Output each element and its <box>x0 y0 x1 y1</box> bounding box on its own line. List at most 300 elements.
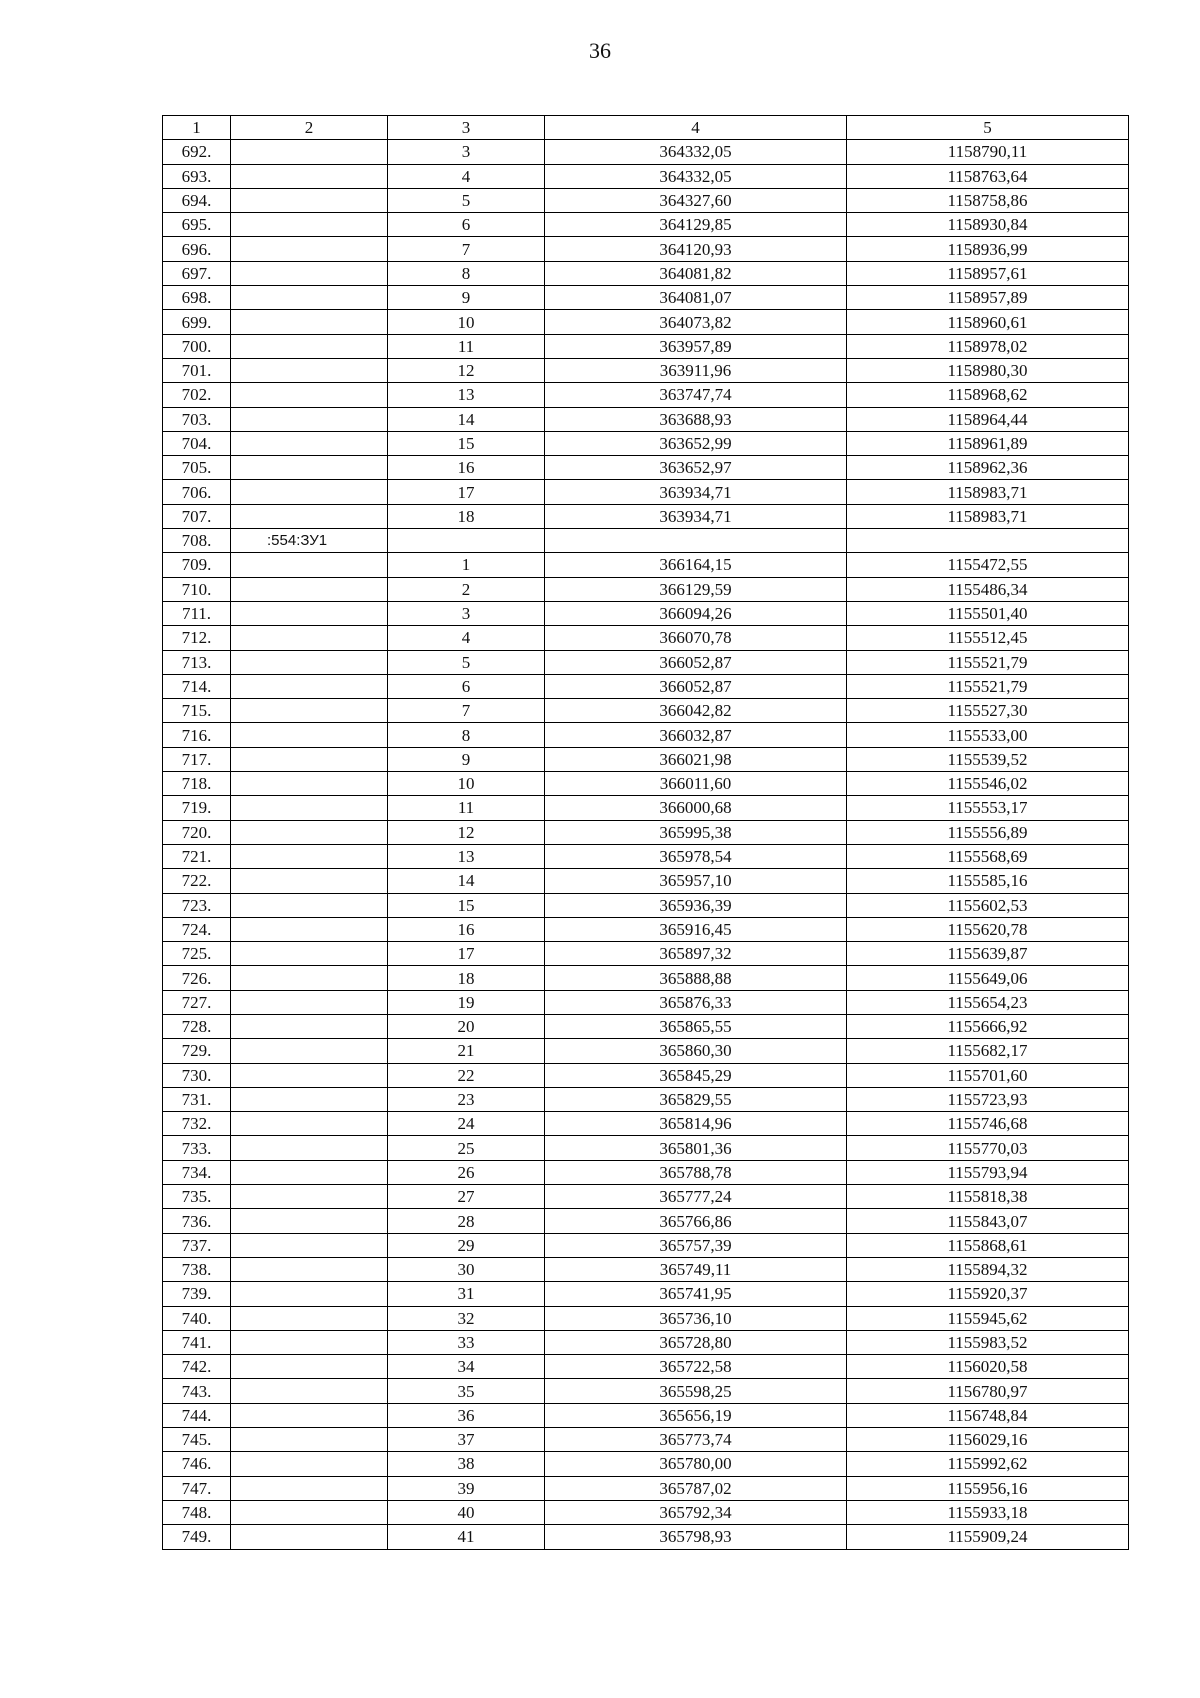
row-number-cell: 731. <box>163 1087 231 1111</box>
parcel-id-cell <box>231 1209 388 1233</box>
parcel-id-cell <box>231 334 388 358</box>
point-number-cell: 17 <box>388 480 545 504</box>
parcel-id-cell <box>231 966 388 990</box>
row-number-cell: 692. <box>163 140 231 164</box>
x-coordinate-cell: 366094,26 <box>545 601 847 625</box>
point-number-cell: 36 <box>388 1403 545 1427</box>
parcel-id-cell <box>231 772 388 796</box>
parcel-id-cell <box>231 1112 388 1136</box>
point-number-cell: 22 <box>388 1063 545 1087</box>
table-row <box>163 601 1129 625</box>
table-row <box>163 1403 1129 1427</box>
row-number-cell: 695. <box>163 213 231 237</box>
point-number-cell: 3 <box>388 601 545 625</box>
table-body <box>163 140 1129 1549</box>
y-coordinate-cell: 1155546,02 <box>847 772 1129 796</box>
point-number-cell <box>388 529 545 553</box>
parcel-id-cell <box>231 1185 388 1209</box>
x-coordinate-cell: 363934,71 <box>545 480 847 504</box>
point-number-cell: 21 <box>388 1039 545 1063</box>
parcel-id-cell <box>231 1452 388 1476</box>
row-number-cell: 706. <box>163 480 231 504</box>
row-number-cell: 702. <box>163 383 231 407</box>
y-coordinate-cell: 1155512,45 <box>847 626 1129 650</box>
parcel-id-cell <box>231 1428 388 1452</box>
x-coordinate-cell: 366052,87 <box>545 674 847 698</box>
parcel-id-cell <box>231 1500 388 1524</box>
parcel-id-cell <box>231 1063 388 1087</box>
row-number-cell: 739. <box>163 1282 231 1306</box>
table-row <box>163 1233 1129 1257</box>
row-number-cell: 718. <box>163 772 231 796</box>
row-number-cell: 742. <box>163 1355 231 1379</box>
parcel-id-cell <box>231 456 388 480</box>
x-coordinate-cell: 363652,99 <box>545 431 847 455</box>
x-coordinate-cell: 365773,74 <box>545 1428 847 1452</box>
y-coordinate-cell: 1155868,61 <box>847 1233 1129 1257</box>
x-coordinate-cell: 365936,39 <box>545 893 847 917</box>
table-row <box>163 1476 1129 1500</box>
parcel-id-cell <box>231 1039 388 1063</box>
table-row <box>163 674 1129 698</box>
parcel-id-cell <box>231 601 388 625</box>
x-coordinate-cell: 364129,85 <box>545 213 847 237</box>
row-number-cell: 724. <box>163 917 231 941</box>
row-number-cell: 738. <box>163 1257 231 1281</box>
row-number-cell: 726. <box>163 966 231 990</box>
x-coordinate-cell: 366000,68 <box>545 796 847 820</box>
y-coordinate-cell: 1155920,37 <box>847 1282 1129 1306</box>
row-number-cell: 710. <box>163 577 231 601</box>
y-coordinate-cell <box>847 529 1129 553</box>
row-number-cell: 728. <box>163 1014 231 1038</box>
y-coordinate-cell: 1155620,78 <box>847 917 1129 941</box>
row-number-cell: 698. <box>163 286 231 310</box>
table-row <box>163 1257 1129 1281</box>
y-coordinate-cell: 1155746,68 <box>847 1112 1129 1136</box>
parcel-id-cell <box>231 1087 388 1111</box>
y-coordinate-cell: 1155472,55 <box>847 553 1129 577</box>
y-coordinate-cell: 1155983,52 <box>847 1330 1129 1354</box>
column-header-2: 2 <box>231 116 388 140</box>
row-number-cell: 737. <box>163 1233 231 1257</box>
table-row <box>163 1087 1129 1111</box>
point-number-cell: 34 <box>388 1355 545 1379</box>
parcel-id-cell <box>231 383 388 407</box>
y-coordinate-cell: 1156029,16 <box>847 1428 1129 1452</box>
table-row <box>163 383 1129 407</box>
x-coordinate-cell: 365788,78 <box>545 1160 847 1184</box>
page-number: 36 <box>589 38 611 63</box>
table-row <box>163 577 1129 601</box>
point-number-cell: 9 <box>388 747 545 771</box>
point-number-cell: 13 <box>388 383 545 407</box>
table-row <box>163 553 1129 577</box>
row-number-cell: 709. <box>163 553 231 577</box>
point-number-cell: 29 <box>388 1233 545 1257</box>
parcel-id-cell <box>231 844 388 868</box>
y-coordinate-cell: 1158930,84 <box>847 213 1129 237</box>
point-number-cell: 11 <box>388 334 545 358</box>
table-row <box>163 699 1129 723</box>
y-coordinate-cell: 1155723,93 <box>847 1087 1129 1111</box>
point-number-cell: 14 <box>388 869 545 893</box>
column-header-4: 4 <box>545 116 847 140</box>
y-coordinate-cell: 1155909,24 <box>847 1525 1129 1549</box>
parcel-id-cell <box>231 1355 388 1379</box>
x-coordinate-cell: 365656,19 <box>545 1403 847 1427</box>
row-number-cell: 722. <box>163 869 231 893</box>
y-coordinate-cell: 1155533,00 <box>847 723 1129 747</box>
x-coordinate-cell: 365780,00 <box>545 1452 847 1476</box>
row-number-cell: 745. <box>163 1428 231 1452</box>
table-row <box>163 213 1129 237</box>
x-coordinate-cell: 364073,82 <box>545 310 847 334</box>
x-coordinate-cell: 366129,59 <box>545 577 847 601</box>
x-coordinate-cell: 366042,82 <box>545 699 847 723</box>
y-coordinate-cell: 1156780,97 <box>847 1379 1129 1403</box>
parcel-id-cell <box>231 723 388 747</box>
point-number-cell: 15 <box>388 431 545 455</box>
point-number-cell: 6 <box>388 674 545 698</box>
parcel-id-cell <box>231 358 388 382</box>
row-number-cell: 705. <box>163 456 231 480</box>
row-number-cell: 700. <box>163 334 231 358</box>
point-number-cell: 26 <box>388 1160 545 1184</box>
point-number-cell: 4 <box>388 626 545 650</box>
row-number-cell: 714. <box>163 674 231 698</box>
point-number-cell: 4 <box>388 164 545 188</box>
row-number-cell: 748. <box>163 1500 231 1524</box>
parcel-id-cell <box>231 577 388 601</box>
table-row <box>163 1428 1129 1452</box>
parcel-id-cell <box>231 674 388 698</box>
point-number-cell: 28 <box>388 1209 545 1233</box>
row-number-cell: 746. <box>163 1452 231 1476</box>
x-coordinate-cell: 363688,93 <box>545 407 847 431</box>
x-coordinate-cell: 364332,05 <box>545 164 847 188</box>
row-number-cell: 723. <box>163 893 231 917</box>
parcel-id-cell <box>231 480 388 504</box>
row-number-cell: 703. <box>163 407 231 431</box>
parcel-id-cell <box>231 1306 388 1330</box>
table-row <box>163 626 1129 650</box>
parcel-id-cell <box>231 213 388 237</box>
point-number-cell: 11 <box>388 796 545 820</box>
point-number-cell: 25 <box>388 1136 545 1160</box>
y-coordinate-cell: 1155539,52 <box>847 747 1129 771</box>
table-row <box>163 1500 1129 1524</box>
x-coordinate-cell: 365798,93 <box>545 1525 847 1549</box>
parcel-id-cell <box>231 1257 388 1281</box>
parcel-id-cell <box>231 553 388 577</box>
table-row <box>163 772 1129 796</box>
row-number-cell: 711. <box>163 601 231 625</box>
column-header-5: 5 <box>847 116 1129 140</box>
y-coordinate-cell: 1156020,58 <box>847 1355 1129 1379</box>
parcel-id-cell <box>231 1525 388 1549</box>
point-number-cell: 10 <box>388 772 545 796</box>
table-row <box>163 1452 1129 1476</box>
y-coordinate-cell: 1156748,84 <box>847 1403 1129 1427</box>
table-row <box>163 1355 1129 1379</box>
y-coordinate-cell: 1155521,79 <box>847 650 1129 674</box>
point-number-cell: 7 <box>388 237 545 261</box>
point-number-cell: 6 <box>388 213 545 237</box>
point-number-cell: 24 <box>388 1112 545 1136</box>
row-number-cell: 697. <box>163 261 231 285</box>
row-number-cell: 693. <box>163 164 231 188</box>
x-coordinate-cell <box>545 529 847 553</box>
y-coordinate-cell: 1158983,71 <box>847 480 1129 504</box>
x-coordinate-cell: 365897,32 <box>545 942 847 966</box>
point-number-cell: 16 <box>388 456 545 480</box>
parcel-id-cell <box>231 796 388 820</box>
row-number-cell: 733. <box>163 1136 231 1160</box>
x-coordinate-cell: 366032,87 <box>545 723 847 747</box>
point-number-cell: 37 <box>388 1428 545 1452</box>
x-coordinate-cell: 365598,25 <box>545 1379 847 1403</box>
y-coordinate-cell: 1155521,79 <box>847 674 1129 698</box>
x-coordinate-cell: 365865,55 <box>545 1014 847 1038</box>
table-row <box>163 844 1129 868</box>
parcel-id-cell <box>231 1476 388 1500</box>
point-number-cell: 8 <box>388 261 545 285</box>
parcel-id-cell <box>231 699 388 723</box>
table-row <box>163 747 1129 771</box>
row-number-cell: 729. <box>163 1039 231 1063</box>
table-row <box>163 480 1129 504</box>
parcel-id-cell <box>231 869 388 893</box>
table-row <box>163 188 1129 212</box>
point-number-cell: 3 <box>388 140 545 164</box>
point-number-cell: 18 <box>388 504 545 528</box>
x-coordinate-cell: 365792,34 <box>545 1500 847 1524</box>
table-row <box>163 1136 1129 1160</box>
y-coordinate-cell: 1155701,60 <box>847 1063 1129 1087</box>
parcel-id-cell <box>231 1379 388 1403</box>
column-header-3: 3 <box>388 116 545 140</box>
x-coordinate-cell: 366011,60 <box>545 772 847 796</box>
y-coordinate-cell: 1158968,62 <box>847 383 1129 407</box>
column-header-1: 1 <box>163 116 231 140</box>
y-coordinate-cell: 1158960,61 <box>847 310 1129 334</box>
row-number-cell: 719. <box>163 796 231 820</box>
parcel-id-cell <box>231 188 388 212</box>
table-row <box>163 164 1129 188</box>
table-row <box>163 820 1129 844</box>
x-coordinate-cell: 365814,96 <box>545 1112 847 1136</box>
y-coordinate-cell: 1155945,62 <box>847 1306 1129 1330</box>
parcel-id-cell <box>231 820 388 844</box>
parcel-id-cell <box>231 1403 388 1427</box>
parcel-id-cell <box>231 626 388 650</box>
x-coordinate-cell: 365728,80 <box>545 1330 847 1354</box>
row-number-cell: 747. <box>163 1476 231 1500</box>
x-coordinate-cell: 366052,87 <box>545 650 847 674</box>
y-coordinate-cell: 1155556,89 <box>847 820 1129 844</box>
parcel-id-cell <box>231 1160 388 1184</box>
parcel-id-cell <box>231 407 388 431</box>
point-number-cell: 14 <box>388 407 545 431</box>
y-coordinate-cell: 1158978,02 <box>847 334 1129 358</box>
point-number-cell: 27 <box>388 1185 545 1209</box>
y-coordinate-cell: 1155649,06 <box>847 966 1129 990</box>
row-number-cell: 735. <box>163 1185 231 1209</box>
point-number-cell: 15 <box>388 893 545 917</box>
y-coordinate-cell: 1155682,17 <box>847 1039 1129 1063</box>
parcel-id-cell <box>231 650 388 674</box>
row-number-cell: 740. <box>163 1306 231 1330</box>
y-coordinate-cell: 1158763,64 <box>847 164 1129 188</box>
parcel-id-cell <box>231 237 388 261</box>
y-coordinate-cell: 1155553,17 <box>847 796 1129 820</box>
x-coordinate-cell: 363957,89 <box>545 334 847 358</box>
parcel-id-cell <box>231 893 388 917</box>
x-coordinate-cell: 365888,88 <box>545 966 847 990</box>
x-coordinate-cell: 365722,58 <box>545 1355 847 1379</box>
y-coordinate-cell: 1155770,03 <box>847 1136 1129 1160</box>
point-number-cell: 19 <box>388 990 545 1014</box>
y-coordinate-cell: 1155992,62 <box>847 1452 1129 1476</box>
y-coordinate-cell: 1158758,86 <box>847 188 1129 212</box>
x-coordinate-cell: 365957,10 <box>545 869 847 893</box>
y-coordinate-cell: 1155933,18 <box>847 1500 1129 1524</box>
parcel-id-cell <box>231 917 388 941</box>
table-row <box>163 456 1129 480</box>
x-coordinate-cell: 364081,82 <box>545 261 847 285</box>
row-number-cell: 694. <box>163 188 231 212</box>
point-number-cell: 13 <box>388 844 545 868</box>
y-coordinate-cell: 1158957,89 <box>847 286 1129 310</box>
table-row <box>163 1014 1129 1038</box>
coordinates-table <box>162 115 1129 1550</box>
point-number-cell: 38 <box>388 1452 545 1476</box>
x-coordinate-cell: 363652,97 <box>545 456 847 480</box>
x-coordinate-cell: 364081,07 <box>545 286 847 310</box>
y-coordinate-cell: 1158964,44 <box>847 407 1129 431</box>
table-row <box>163 893 1129 917</box>
point-number-cell: 8 <box>388 723 545 747</box>
y-coordinate-cell: 1155654,23 <box>847 990 1129 1014</box>
table-row <box>163 723 1129 747</box>
table-header-row <box>163 116 1129 140</box>
y-coordinate-cell: 1155843,07 <box>847 1209 1129 1233</box>
y-coordinate-cell: 1158962,36 <box>847 456 1129 480</box>
x-coordinate-cell: 366164,15 <box>545 553 847 577</box>
table-row <box>163 917 1129 941</box>
parcel-id-cell <box>231 1282 388 1306</box>
y-coordinate-cell: 1158790,11 <box>847 140 1129 164</box>
table-row <box>163 261 1129 285</box>
x-coordinate-cell: 365787,02 <box>545 1476 847 1500</box>
table-row <box>163 869 1129 893</box>
row-number-cell: 704. <box>163 431 231 455</box>
x-coordinate-cell: 365749,11 <box>545 1257 847 1281</box>
parcel-id-cell <box>231 1233 388 1257</box>
parcel-id-cell <box>231 1136 388 1160</box>
table-row <box>163 1039 1129 1063</box>
x-coordinate-cell: 366021,98 <box>545 747 847 771</box>
x-coordinate-cell: 365736,10 <box>545 1306 847 1330</box>
x-coordinate-cell: 364120,93 <box>545 237 847 261</box>
table-row <box>163 1306 1129 1330</box>
x-coordinate-cell: 365801,36 <box>545 1136 847 1160</box>
x-coordinate-cell: 365916,45 <box>545 917 847 941</box>
parcel-id-cell <box>231 310 388 334</box>
table-row <box>163 1330 1129 1354</box>
row-number-cell: 741. <box>163 1330 231 1354</box>
y-coordinate-cell: 1155666,92 <box>847 1014 1129 1038</box>
point-number-cell: 32 <box>388 1306 545 1330</box>
table-row <box>163 1160 1129 1184</box>
table-row <box>163 237 1129 261</box>
x-coordinate-cell: 365829,55 <box>545 1087 847 1111</box>
row-number-cell: 734. <box>163 1160 231 1184</box>
point-number-cell: 41 <box>388 1525 545 1549</box>
x-coordinate-cell: 364327,60 <box>545 188 847 212</box>
point-number-cell: 33 <box>388 1330 545 1354</box>
x-coordinate-cell: 365766,86 <box>545 1209 847 1233</box>
table-row <box>163 1112 1129 1136</box>
table-row <box>163 529 1129 553</box>
table-row <box>163 140 1129 164</box>
point-number-cell: 5 <box>388 650 545 674</box>
parcel-id-cell <box>231 140 388 164</box>
point-number-cell: 35 <box>388 1379 545 1403</box>
y-coordinate-cell: 1155639,87 <box>847 942 1129 966</box>
parcel-id-cell <box>231 261 388 285</box>
table-row <box>163 407 1129 431</box>
x-coordinate-cell: 365845,29 <box>545 1063 847 1087</box>
x-coordinate-cell: 363911,96 <box>545 358 847 382</box>
point-number-cell: 40 <box>388 1500 545 1524</box>
table-row <box>163 966 1129 990</box>
row-number-cell: 699. <box>163 310 231 334</box>
point-number-cell: 7 <box>388 699 545 723</box>
table-row <box>163 334 1129 358</box>
x-coordinate-cell: 365995,38 <box>545 820 847 844</box>
point-number-cell: 16 <box>388 917 545 941</box>
table-row <box>163 796 1129 820</box>
row-number-cell: 707. <box>163 504 231 528</box>
row-number-cell: 732. <box>163 1112 231 1136</box>
row-number-cell: 721. <box>163 844 231 868</box>
parcel-id-cell <box>231 431 388 455</box>
row-number-cell: 716. <box>163 723 231 747</box>
table-row <box>163 1063 1129 1087</box>
row-number-cell: 749. <box>163 1525 231 1549</box>
point-number-cell: 20 <box>388 1014 545 1038</box>
row-number-cell: 744. <box>163 1403 231 1427</box>
table-row <box>163 942 1129 966</box>
y-coordinate-cell: 1158936,99 <box>847 237 1129 261</box>
y-coordinate-cell: 1155527,30 <box>847 699 1129 723</box>
y-coordinate-cell: 1155486,34 <box>847 577 1129 601</box>
row-number-cell: 712. <box>163 626 231 650</box>
y-coordinate-cell: 1155818,38 <box>847 1185 1129 1209</box>
table-row <box>163 286 1129 310</box>
point-number-cell: 10 <box>388 310 545 334</box>
row-number-cell: 725. <box>163 942 231 966</box>
table-row <box>163 1525 1129 1549</box>
point-number-cell: 31 <box>388 1282 545 1306</box>
row-number-cell: 717. <box>163 747 231 771</box>
row-number-cell: 727. <box>163 990 231 1014</box>
point-number-cell: 18 <box>388 966 545 990</box>
parcel-id-cell: :554:ЗУ1 <box>231 529 388 553</box>
row-number-cell: 736. <box>163 1209 231 1233</box>
